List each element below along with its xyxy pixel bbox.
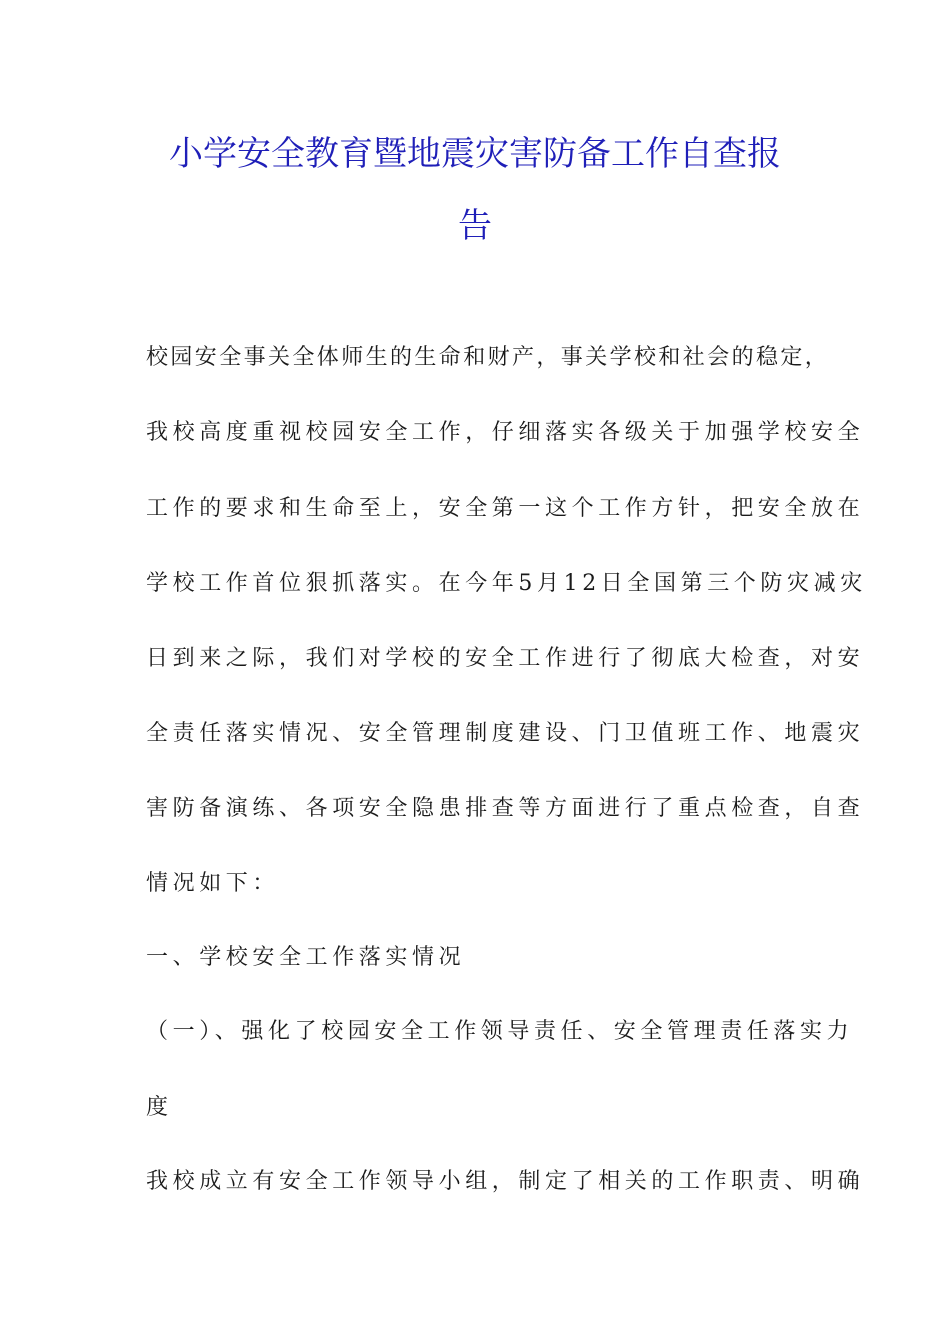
body-line-2: 我校高度重视校园安全工作，仔细落实各级关于加强学校安全: [146, 420, 865, 445]
body-line-6: 全责任落实情况、安全管理制度建设、门卫值班工作、地震灾: [146, 721, 865, 746]
subsection-heading-1-cont: 度: [146, 1095, 173, 1120]
body-line-12: 我校成立有安全工作领导小组，制定了相关的工作职责、明确: [146, 1169, 865, 1194]
body-line-4: 学校工作首位狠抓落实。在今年5月12日全国第三个防灾减灾: [146, 571, 867, 596]
body-line-8: 情况如下：: [146, 871, 280, 896]
body-line-1: 校园安全事关全体师生的生命和财产，事关学校和社会的稳定，: [146, 345, 830, 370]
body-line-5: 日到来之际，我们对学校的安全工作进行了彻底大检查，对安: [146, 646, 865, 671]
document-title-line-1: 小学安全教育暨地震灾害防备工作自查报: [169, 134, 781, 174]
document-title-line-2: 告: [458, 206, 492, 246]
body-line-7: 害防备演练、各项安全隐患排查等方面进行了重点检查，自查: [146, 796, 865, 821]
subsection-heading-1: （一）、强化了校园安全工作领导责任、安全管理责任落实力: [146, 1019, 854, 1044]
body-line-3: 工作的要求和生命至上，安全第一这个工作方针，把安全放在: [146, 496, 865, 521]
section-heading-1: 一、学校安全工作落实情况: [146, 945, 466, 970]
